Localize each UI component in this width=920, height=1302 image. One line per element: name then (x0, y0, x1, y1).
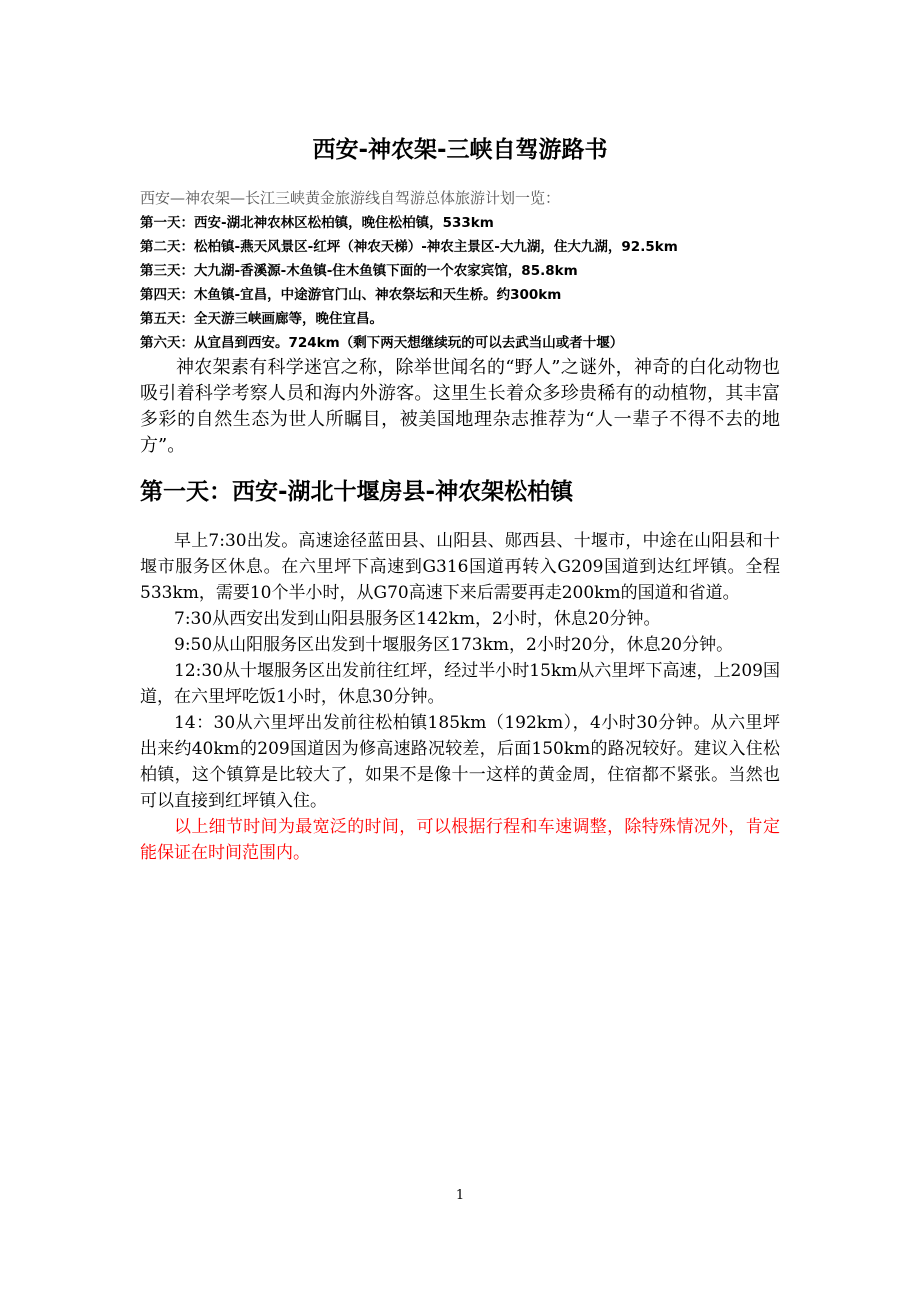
page-number: 1 (455, 1188, 465, 1203)
day1-overview: 早上7:30出发。高速途径蓝田县、山阳县、郧西县、十堰市，中途在山阳县和十堰市服务区休息。在六里坪下高速到G316国道再转入G209国道到达红坪镇。全程533km，需要10个半小时，从G70高速下来后需要再走200km的国道和省道。 (140, 531, 780, 603)
itinerary-list (140, 211, 678, 355)
day1-section (140, 528, 780, 866)
day1-heading: 第一天：西安-湖北十堰房县-神农架松柏镇 (140, 479, 574, 505)
day1-leg-3: 12:30从十堰服务区出发前往红坪，经过半小时15km从六里坪下高速，上209国道，在六里坪吃饭1小时，休息30分钟。 (140, 661, 780, 707)
itinerary-day-1: 第一天：西安-湖北神农林区松柏镇，晚住松柏镇，533km (140, 215, 494, 231)
itinerary-day-4: 第四天：木鱼镇-宜昌，中途游官门山、神农祭坛和天生桥。约300km (140, 287, 562, 303)
timing-note: 以上细节时间为最宽泛的时间，可以根据行程和车速调整，除特殊情况外，肯定能保证在时间范围内。 (140, 817, 780, 863)
day1-leg-2: 9:50从山阳服务区出发到十堰服务区173km，2小时20分，休息20分钟。 (174, 635, 734, 655)
itinerary-day-3: 第三天：大九湖-香溪源-木鱼镇-住木鱼镇下面的一个农家宾馆，85.8km (140, 263, 578, 279)
page-title: 西安-神农架-三峡自驾游路书 (312, 137, 608, 163)
itinerary-day-5: 第五天：全天游三峡画廊等，晚住宜昌。 (140, 311, 383, 327)
itinerary-day-6: 第六天：从宜昌到西安。724km（剩下两天想继续玩的可以去武当山或者十堰） (140, 335, 624, 351)
itinerary-day-2: 第二天：松柏镇-燕天风景区-红坪（神农天梯）-神农主景区-大九湖，住大九湖，92.5km (140, 239, 678, 255)
plan-intro: 西安—神农架—长江三峡黄金旅游线自驾游总体旅游计划一览： (140, 189, 561, 207)
day1-leg-4: 14：30从六里坪出发前往松柏镇185km（192km），4小时30分钟。从六里坪出来约40km的209国道因为修高速路况较差，后面150km的路况较好。建议入住松柏镇，这个镇算是比较大了，如果不是像十一这样的黄金周，住宿都不紧张。当然也可以直接到红坪镇入住。 (140, 713, 780, 811)
day1-leg-1: 7:30从西安出发到山阳县服务区142km，2小时，休息20分钟。 (174, 609, 661, 629)
shennongjia-description: 神农架素有科学迷宫之称，除举世闻名的“野人”之谜外，神奇的白化动物也吸引着科学考察人员和海内外游客。这里生长着众多珍贵稀有的动植物，其丰富多彩的自然生态为世人所瞩目，被美国地理杂志推荐为“人一辈子不得不去的地方”。 (140, 357, 780, 456)
